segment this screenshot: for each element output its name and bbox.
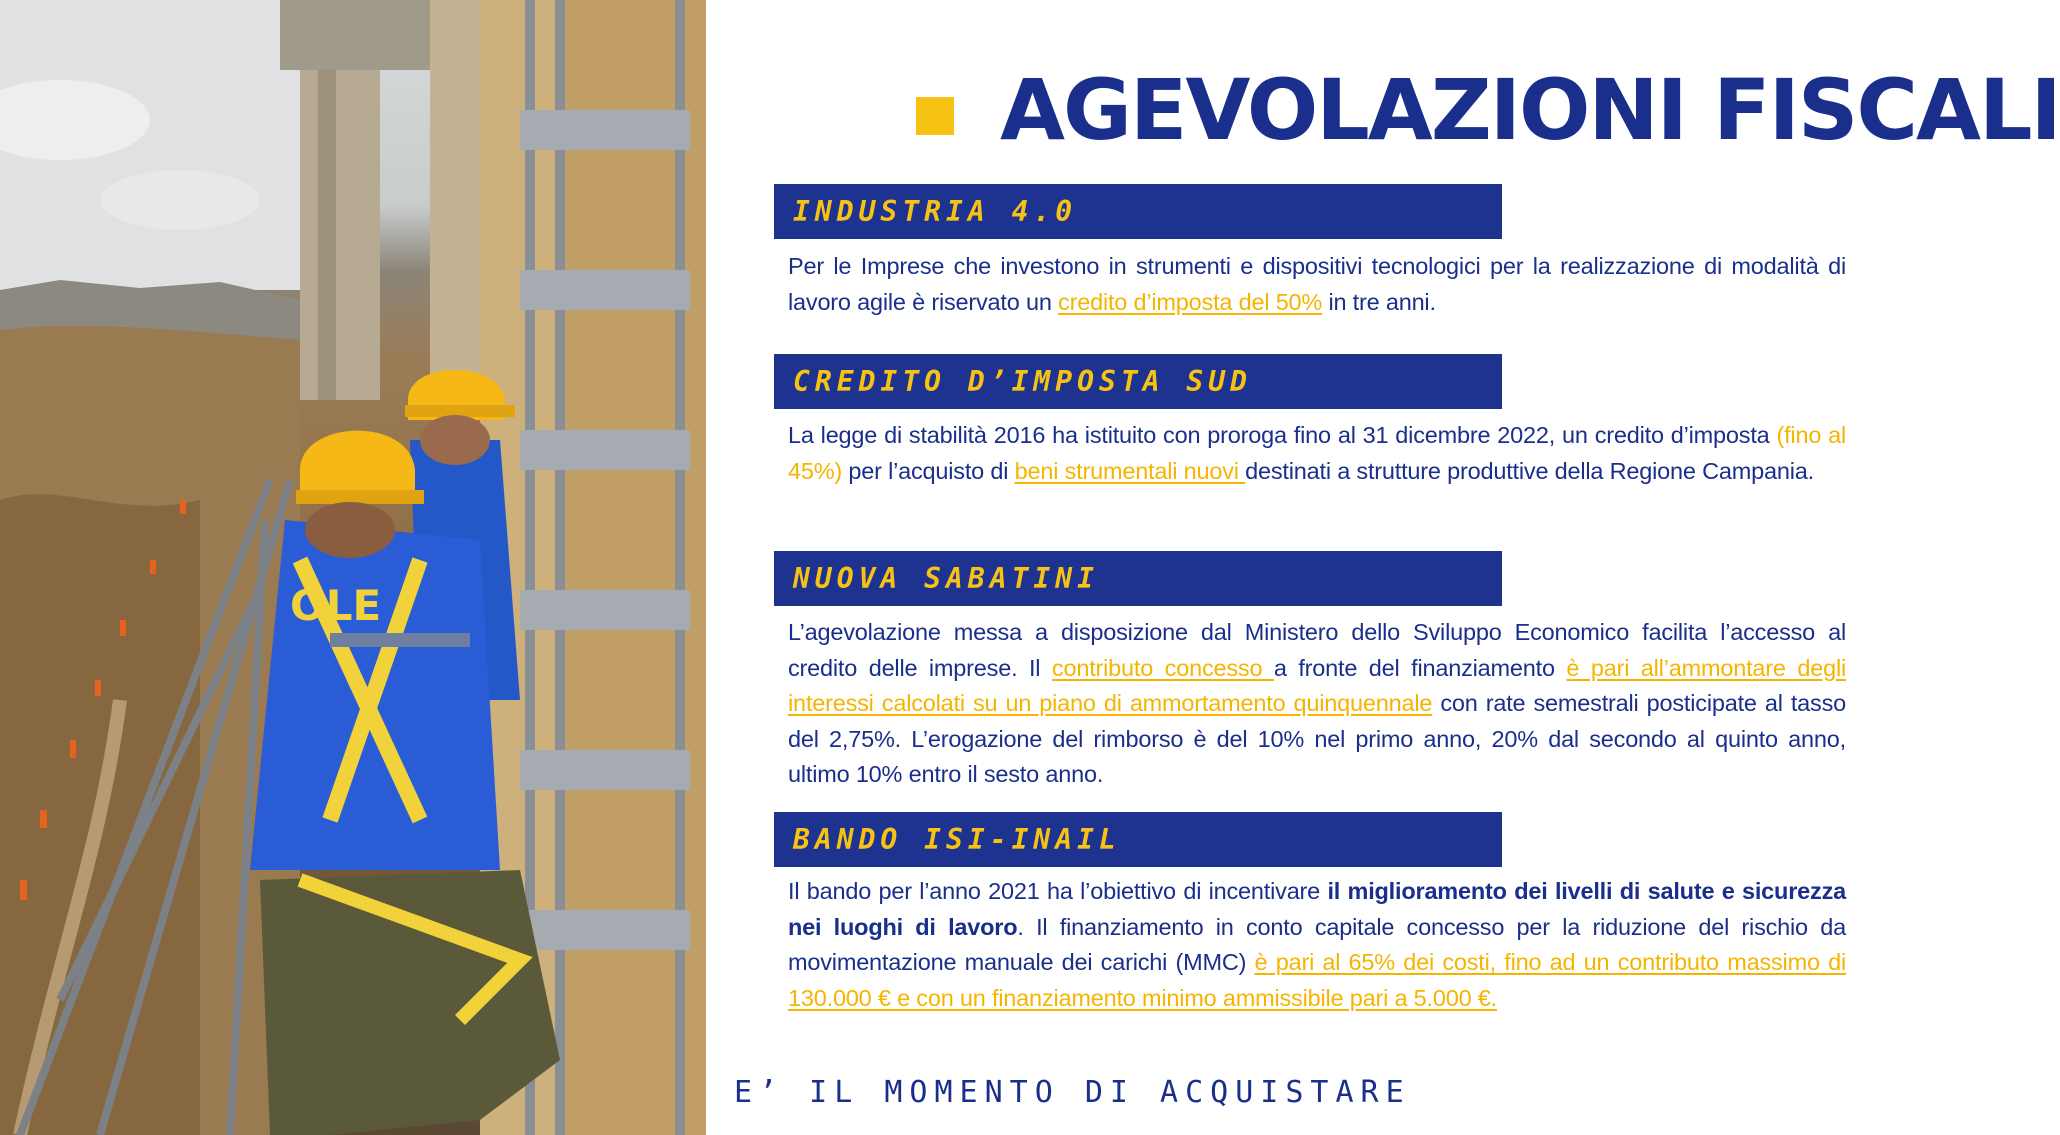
section-heading: INDUSTRIA 4.0 [793,195,1078,228]
construction-workers-illustration [0,0,706,1135]
section-heading: CREDITO D’IMPOSTA SUD [793,365,1253,398]
section-body-bando-isi-inail [788,874,1846,1016]
section-body-nuova-sabatini [788,615,1846,793]
text-run: a fronte del finanziamento [1273,654,1567,681]
text-run: destinati a strutture produttive della Regione Campania. [1245,457,1814,484]
shirt-logo-text: OLE [290,581,382,630]
text-run: La legge di stabilità 2016 ha istituito con proroga fino al 31 dicembre 2022, un credito d’imposta [788,422,1777,448]
section-header-nuova-sabatini [774,551,1502,606]
section-heading: NUOVA SABATINI [793,562,1100,595]
title-bullet-square [916,97,954,135]
text-run: con rate semestrali posticipate al tasso del 2,75%. L’erogazione del rimborso è del 10% nel primo anno, 20% dal secondo al quinto anno, ultimo 10% entro il sesto anno. [788,690,1846,787]
highlight-link: è pari all’ammontare degli interessi calcolati su un piano di ammortamento quinquennale [788,654,1846,716]
text-run: per l’acquisto di [842,457,1015,484]
text-run: Per le Imprese che investono in strumenti e dispositivi tecnologici per la realizzazione di modalità di lavoro agile è riservato un [788,253,1846,315]
text-run: Il bando per l’anno 2021 ha l’obiettivo di incentivare [788,878,1328,904]
section-header-credito-sud [774,354,1502,409]
section-header-industria [774,184,1502,239]
section-body-industria [788,249,1846,320]
highlight-text: (fino al 45%) [788,422,1847,484]
section-heading: BANDO ISI-INAIL [793,823,1121,856]
section-header-bando-isi-inail [774,812,1502,867]
section-body-credito-sud [788,418,1846,489]
text-run: . Il finanziamento in conto capitale concesso per la riduzione del rischio da movimentazione manuale dei carichi (MMC) [788,913,1846,975]
footer-tagline: E’ IL MOMENTO DI ACQUISTARE [734,1075,1411,1110]
text-run: in tre anni. [1322,288,1436,315]
text-run: L’agevolazione messa a disposizione dal Ministero dello Sviluppo Economico facilita l’accesso al credito delle imprese. Il [788,619,1846,681]
bold-text: il miglioramento dei livelli di salute e sicurezza nei luoghi di lavoro [788,878,1846,940]
construction-photo [0,0,706,1135]
highlight-link: beni strumentali nuovi [1014,457,1246,484]
highlight-link: è pari al 65% dei costi, fino ad un contributo massimo di 130.000 € e con un finanziamento minimo ammissibile pari a 5.000 €. [788,949,1846,1011]
page-title: AGEVOLAZIONI FISCALI [1000,61,2060,159]
highlight-link: credito d’imposta del 50% [1058,288,1323,315]
highlight-link: contributo concesso [1051,654,1274,681]
